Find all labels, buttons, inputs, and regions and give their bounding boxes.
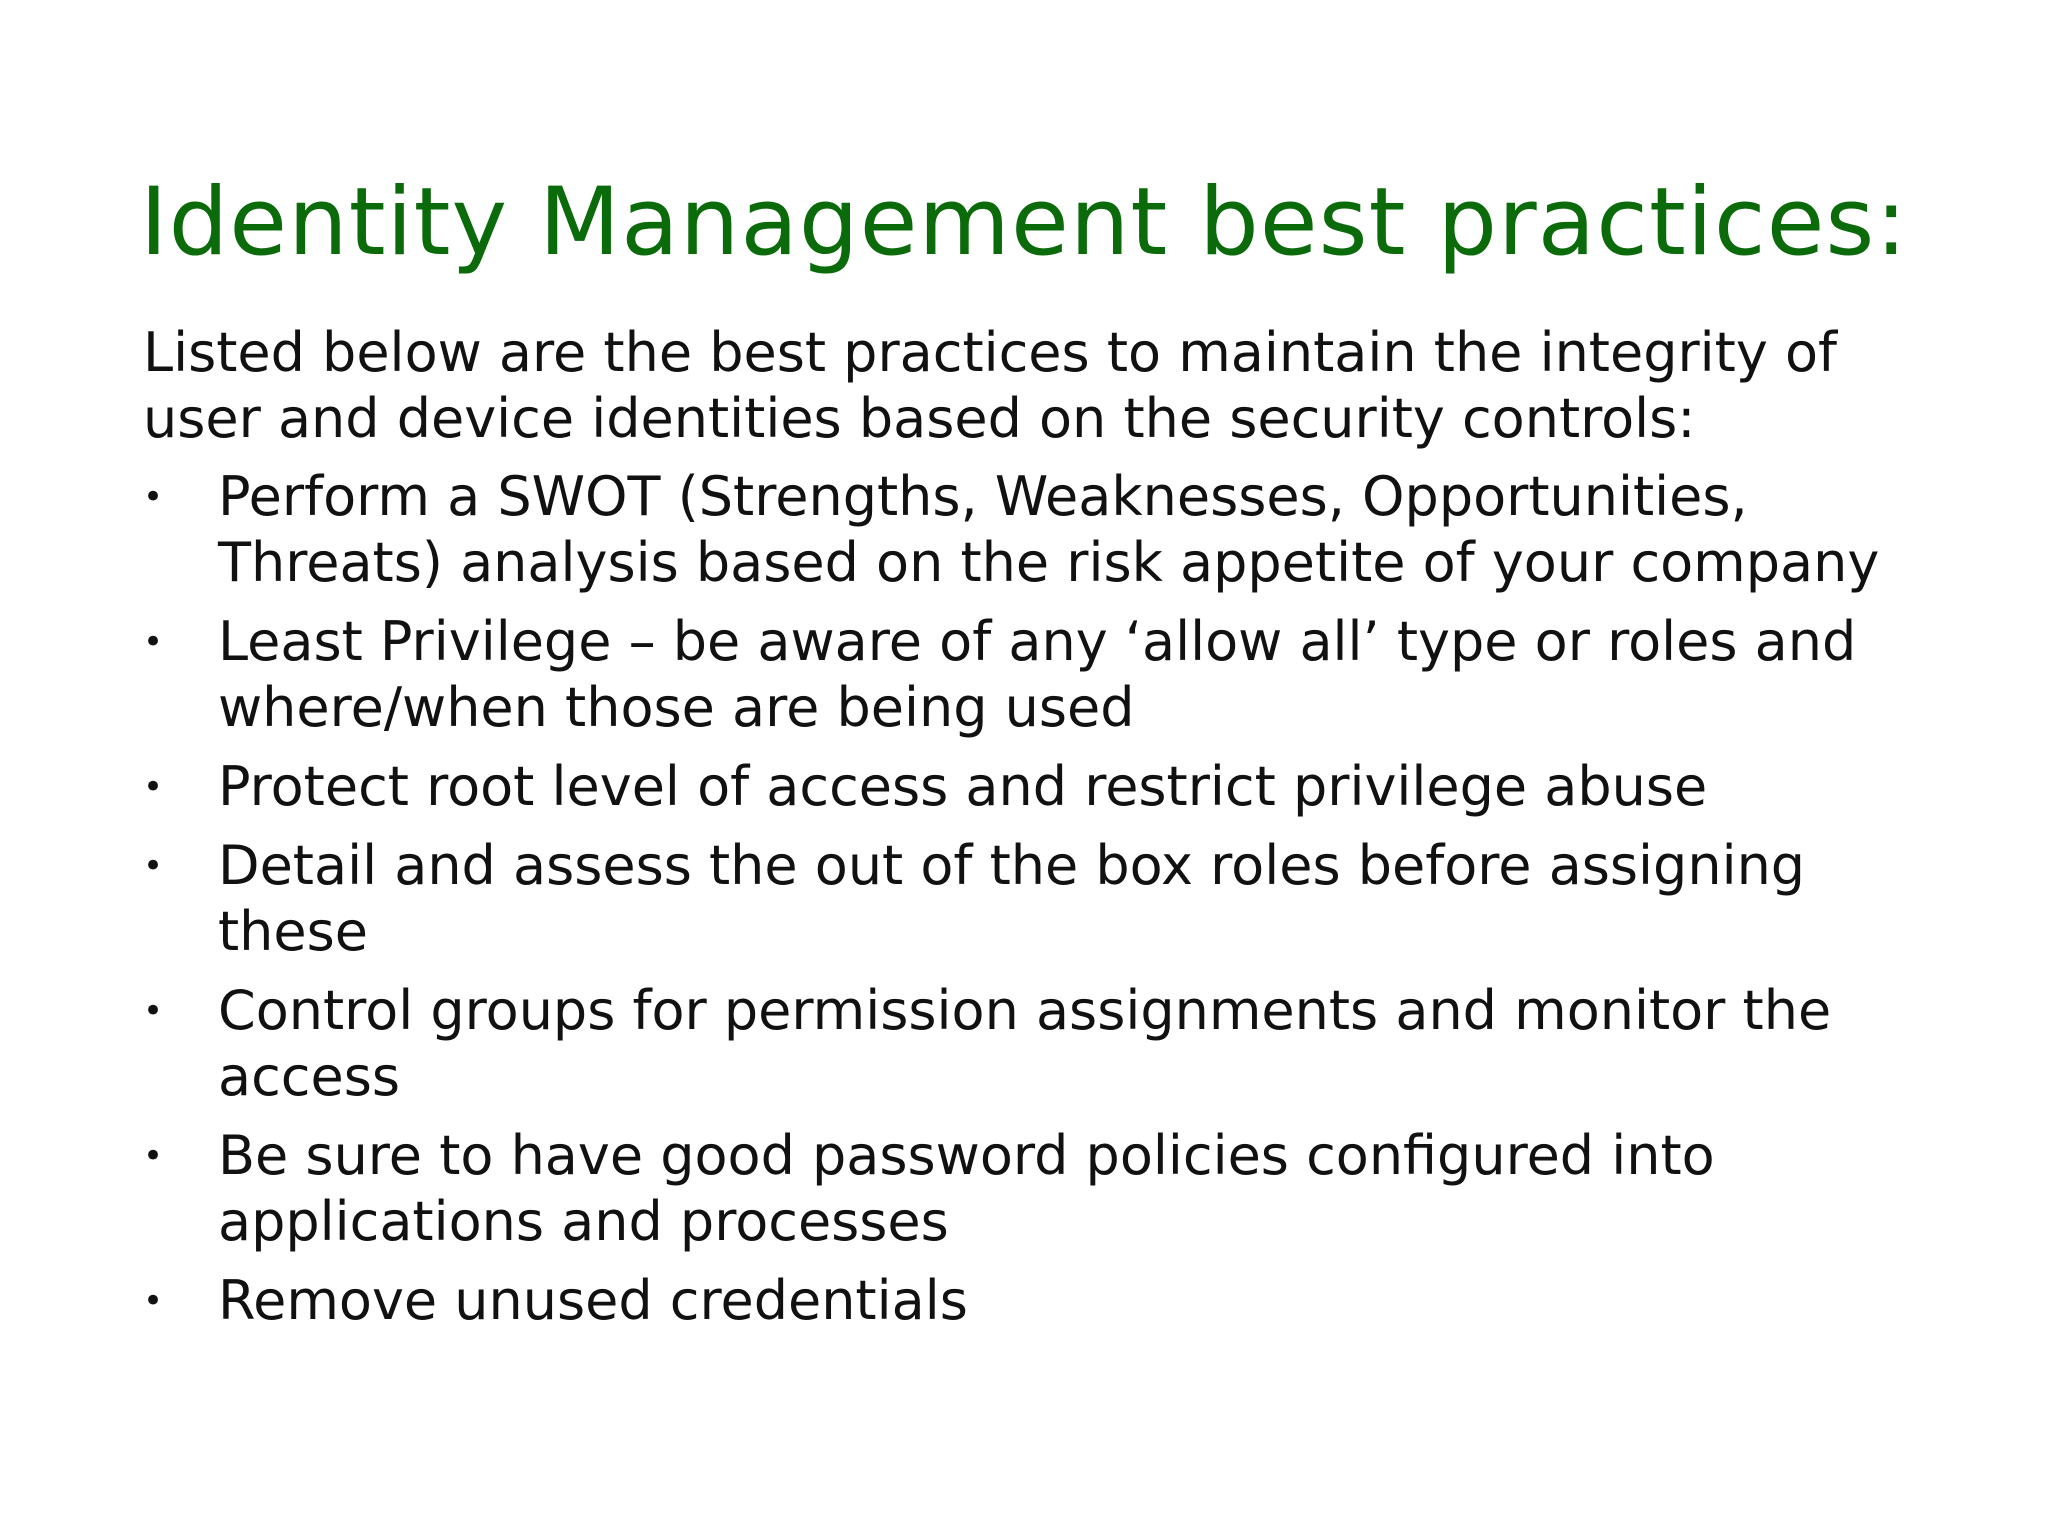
bullet-icon: • (143, 622, 164, 662)
bullet-text: Control groups for permission assignments and monitor the access (218, 979, 1832, 1108)
bullet-icon: • (143, 846, 164, 886)
bullet-icon: • (143, 1281, 164, 1321)
bullet-icon: • (143, 767, 164, 807)
bullet-item (143, 464, 1963, 596)
bullet-text: Be sure to have good password policies configured into applications and processes (218, 1124, 1715, 1253)
bullet-item (143, 1268, 1963, 1334)
slide-title: Identity Management best practices: (139, 168, 1909, 277)
bullet-item (143, 978, 1963, 1110)
bullet-item (143, 754, 1963, 820)
bullet-list (143, 464, 1963, 1334)
bullet-text: Perform a SWOT (Strengths, Weaknesses, Opportunities, Threats) analysis based on the risk appetite of your company (218, 465, 1880, 594)
bullet-text: Detail and assess the out of the box roles before assigning these (218, 834, 1806, 963)
bullet-icon: • (143, 477, 164, 517)
intro-text: Listed below are the best practices to maintain the integrity of user and device identities based on the security controls: (143, 321, 1838, 450)
bullet-item (143, 1123, 1963, 1255)
bullet-item (143, 833, 1963, 965)
bullet-item (143, 609, 1963, 741)
slide-content (143, 320, 1963, 1347)
bullet-text: Least Privilege – be aware of any ‘allow all’ type or roles and where/when those are being used (218, 610, 1857, 739)
bullet-icon: • (143, 991, 164, 1031)
bullet-text: Remove unused credentials (218, 1269, 968, 1332)
bullet-text: Protect root level of access and restrict privilege abuse (218, 755, 1708, 818)
bullet-icon: • (143, 1136, 164, 1176)
